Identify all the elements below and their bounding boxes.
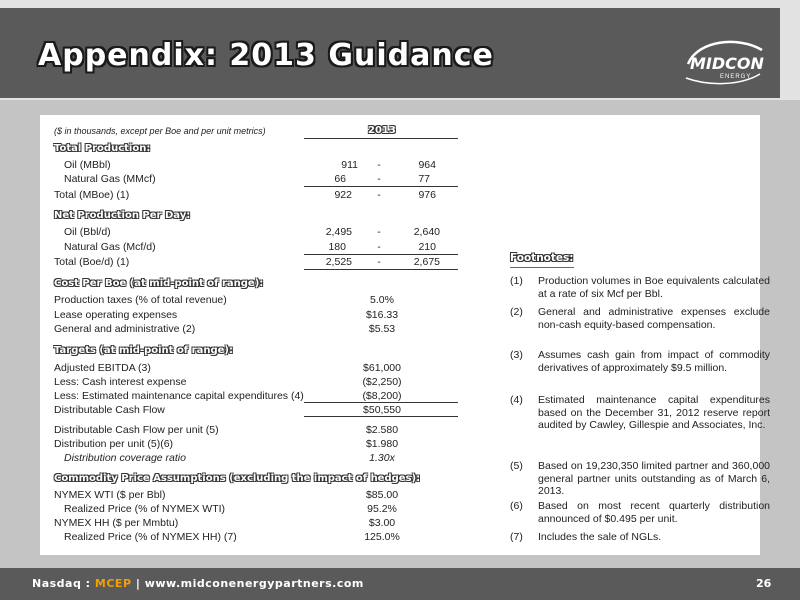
section-total-production: Total Production: — [54, 143, 151, 154]
row-label: Distributable Cash Flow — [54, 404, 165, 416]
page-number: 26 — [756, 577, 772, 590]
footnote-number: (6) — [510, 500, 523, 512]
row-value: 125.0% — [364, 531, 400, 543]
row-dash: - — [377, 159, 381, 171]
row-dash: - — [377, 189, 381, 201]
row-label: Distribution coverage ratio — [64, 452, 186, 464]
midcon-logo — [676, 32, 768, 92]
row-low: 66 — [334, 173, 346, 185]
row-label: Total (MBoe) (1) — [54, 189, 130, 201]
title-band — [0, 8, 780, 98]
year-header: 2013 — [368, 125, 396, 136]
footnote-text: Production volumes in Boe equivalents calculated at a rate of six Mcf per Bbl. — [538, 275, 770, 300]
footer-ticker: MCEP — [94, 577, 132, 590]
footnote-number: (4) — [510, 394, 523, 406]
row-label: Total (Boe/d) (1) — [54, 256, 130, 268]
row-label: Production taxes (% of total revenue) — [54, 294, 227, 306]
footnote-text: Assumes cash gain from impact of commodity derivatives of approximately $9.5 million. — [538, 349, 770, 374]
footnote-text: Based on 19,230,350 limited partner and 360,000 general partner units outstanding as of March 6, 2013. — [538, 460, 770, 497]
page-title: Appendix: 2013 Guidance — [38, 38, 494, 73]
section-commodity: Commodity Price Assumptions (excluding the impact of hedges): — [54, 473, 421, 484]
footnote-number: (1) — [510, 275, 523, 287]
logo-subtitle: ENERGY — [720, 74, 752, 80]
row-low: 911 — [341, 159, 358, 171]
footer-exchange: Nasdaq : — [32, 577, 95, 590]
footnote-text: Estimated maintenance capital expenditures based on the December 31, 2012 reserve report audited by Cawley, Gillespie and Associates, Inc. — [538, 394, 770, 431]
row-value: $3.00 — [368, 517, 396, 529]
row-high: 77 — [418, 173, 430, 185]
row-high: 210 — [418, 241, 436, 253]
row-value: $85.00 — [365, 489, 399, 501]
row-value: $2.580 — [365, 424, 399, 436]
row-dash: - — [377, 241, 381, 253]
footnote-number: (7) — [510, 531, 523, 543]
row-high: 2,640 — [413, 226, 440, 238]
row-high: 964 — [418, 159, 436, 171]
row-value: $61,000 — [363, 362, 401, 374]
header-bar — [0, 0, 800, 100]
footer-website-link[interactable]: www.midconenergypartners.com — [144, 577, 364, 590]
section-net-production: Net Production Per Day: — [54, 210, 191, 221]
row-label: Distributable Cash Flow per unit (5) — [54, 424, 219, 436]
row-value: ($8,200) — [362, 390, 402, 402]
row-value: $50,550 — [363, 404, 401, 416]
row-label: Less: Cash interest expense — [54, 376, 187, 388]
section-targets: Targets (at mid-point of range): — [54, 345, 233, 356]
unit-note: ($ in thousands, except per Boe and per unit metrics) — [54, 126, 266, 136]
row-label: Natural Gas (Mcf/d) — [64, 241, 156, 253]
row-low: 2,495 — [325, 226, 352, 238]
row-label: Realized Price (% of NYMEX WTI) — [64, 503, 226, 515]
footer-separator: | — [131, 577, 145, 590]
footnote-text: Includes the sale of NGLs. — [538, 531, 662, 543]
section-cost-per-boe: Cost Per Boe (at mid-point of range): — [54, 278, 264, 289]
footnote-number: (5) — [510, 460, 523, 472]
row-value: $5.53 — [368, 323, 396, 335]
row-dash: - — [377, 226, 381, 238]
row-label: Adjusted EBITDA (3) — [54, 362, 151, 374]
row-value: $16.33 — [365, 309, 399, 321]
row-low: 180 — [328, 241, 346, 253]
row-value: 1.30x — [369, 452, 395, 464]
row-low: 922 — [334, 189, 352, 201]
footnote-text: General and administrative expenses exclude non-cash equity-based compensation. — [538, 306, 770, 331]
row-value: 5.0% — [370, 294, 394, 306]
row-value: 95.2% — [367, 503, 397, 515]
row-label: Natural Gas (MMcf) — [64, 173, 156, 185]
row-dash: - — [377, 173, 381, 185]
footnotes-title: Footnotes: — [510, 252, 574, 264]
row-label: Oil (MBbl) — [64, 159, 111, 171]
subtotal-rule — [304, 402, 458, 403]
footnote-number: (3) — [510, 349, 523, 361]
row-value: ($2,250) — [362, 376, 402, 388]
row-dash: - — [377, 256, 381, 268]
row-value: $1.980 — [365, 438, 399, 450]
year-underline — [304, 138, 458, 139]
row-label: Less: Estimated maintenance capital expenditures (4) — [54, 390, 304, 402]
row-label: Realized Price (% of NYMEX HH) (7) — [64, 531, 237, 543]
subtotal-rule — [304, 254, 458, 255]
footnote-text: Based on most recent quarterly distribution announced of $0.495 per unit. — [538, 500, 770, 525]
row-label: Oil (Bbl/d) — [64, 226, 111, 238]
row-label: NYMEX WTI ($ per Bbl) — [54, 489, 166, 501]
row-label: NYMEX HH ($ per Mmbtu) — [54, 517, 179, 529]
row-label: General and administrative (2) — [54, 323, 196, 335]
row-low: 2,525 — [325, 256, 352, 268]
row-high: 976 — [418, 189, 436, 201]
total-rule — [304, 416, 458, 417]
total-rule — [304, 269, 458, 270]
row-high: 2,675 — [413, 256, 440, 268]
footer-info — [32, 577, 364, 590]
subtotal-rule — [304, 186, 458, 187]
footer-bar — [0, 568, 800, 600]
row-label: Lease operating expenses — [54, 309, 178, 321]
row-label: Distribution per unit (5)(6) — [54, 438, 174, 450]
logo-wordmark: MIDCON — [690, 54, 764, 73]
footnotes-title-underline — [510, 267, 574, 268]
footnote-number: (2) — [510, 306, 523, 318]
